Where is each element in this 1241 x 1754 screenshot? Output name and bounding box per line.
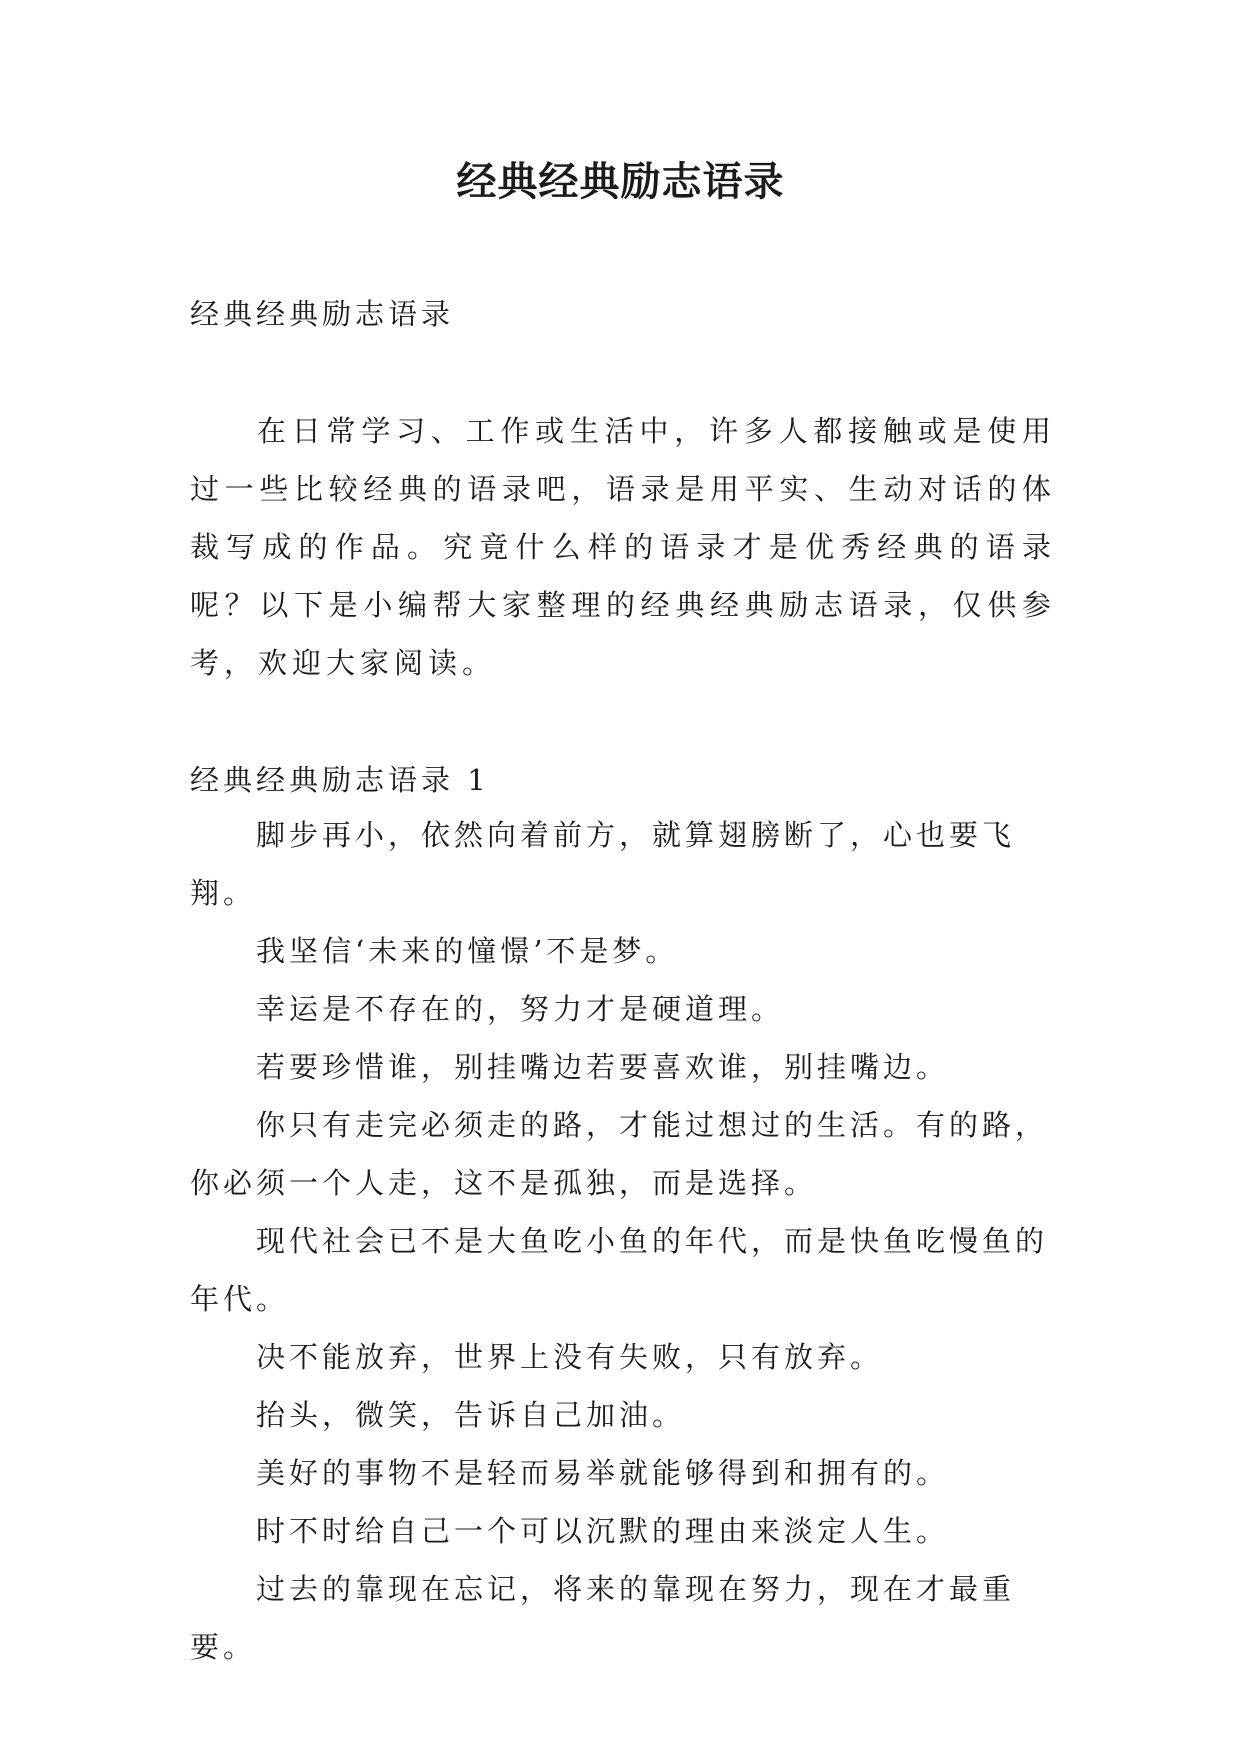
intro-paragraph: 在日常学习、工作或生活中，许多人都接触或是使用过一些比较经典的语录吧，语录是用平实、生动对话的体裁写成的作品。究竟什么样的语录才是优秀经典的语录呢？以下是小编帮大家整理的经典经典励志语录，仅供参考，欢迎大家阅读。 [190,414,1056,680]
quote-item: 时不时给自己一个可以沉默的理由来淡定人生。 [256,1514,950,1548]
quote-item: 决不能放弃，世界上没有失败，只有放弃。 [256,1340,884,1374]
quote-item: 若要珍惜谁，别挂嘴边若要喜欢谁，别挂嘴边。 [256,1050,950,1084]
quote-item: 美好的事物不是轻而易举就能够得到和拥有的。 [256,1456,950,1490]
quote-item: 我坚信‘未来的憧憬’不是梦。 [256,934,679,968]
page-title: 经典经典励志语录 [456,158,785,205]
quote-item: 你只有走完必须走的路，才能过想过的生活。有的路，你必须一个人走，这不是孤独，而是选择。 [190,1108,1049,1200]
quote-item: 现代社会已不是大鱼吃小鱼的年代，而是快鱼吃慢鱼的年代。 [190,1224,1049,1316]
section-heading: 经典经典励志语录 1 [190,763,490,797]
quote-item: 幸运是不存在的，努力才是硬道理。 [256,992,785,1026]
quote-item: 过去的靠现在忘记，将来的靠现在努力，现在才最重要。 [190,1572,1016,1664]
quote-item: 脚步再小，依然向着前方，就算翅膀断了，心也要飞翔。 [190,818,1016,910]
quote-list [190,806,1070,1676]
quote-item: 抬头，微笑，告诉自己加油。 [256,1398,686,1432]
document-subtitle: 经典经典励志语录 [190,297,455,331]
